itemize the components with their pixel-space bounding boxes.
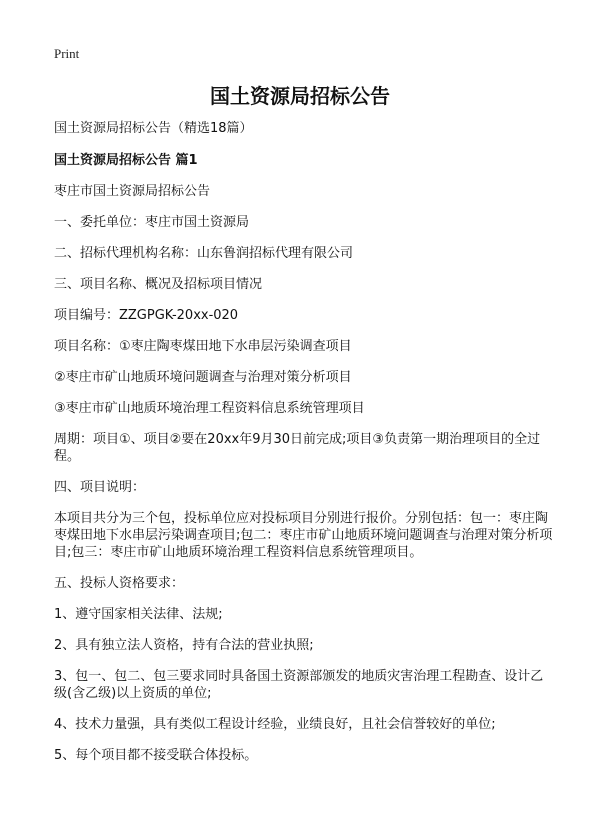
paragraph: 1、遵守国家相关法律、法规; [54,607,223,622]
document-body [54,120,554,778]
paragraph: ②枣庄市矿山地质环境问题调查与治理对策分析项目 [54,370,352,385]
paragraph: 5、每个项目都不接受联合体投标。 [54,748,258,763]
paragraph: 2、具有独立法人资格，持有合法的营业执照; [54,638,314,653]
paragraph: 一、委托单位：枣庄市国土资源局 [54,215,250,230]
paragraph: 周期：项目①、项目②要在20xx年9月30日前完成;项目③负责第一期治理项目的全过程。 [54,432,541,464]
paragraph-subtitle: 国土资源局招标公告（精选18篇） [54,121,253,136]
paragraph: 项目编号：ZZGPGK-20xx-020 [54,308,239,323]
paragraph: ③枣庄市矿山地质环境治理工程资料信息系统管理项目 [54,401,365,416]
paragraph: 本项目共分为三个包，投标单位应对投标项目分别进行报价。分别包括：包一：枣庄陶枣煤田地下水串层污染调查项目;包二：枣庄市矿山地质环境问题调查与治理对策分析项目;包三：枣庄市矿山地质环境治理工程资料信息系统管理项目。 [54,511,553,560]
print-link[interactable]: Print [54,46,80,61]
paragraph: 4、技术力量强，具有类似工程设计经验，业绩良好，且社会信誉较好的单位; [54,717,496,732]
paragraph: 二、招标代理机构名称：山东鲁润招标代理有限公司 [54,246,354,261]
paragraph: 枣庄市国土资源局招标公告 [54,184,211,199]
section-heading: 国土资源局招标公告 篇1 [54,153,198,168]
paragraph: 项目名称：①枣庄陶枣煤田地下水串层污染调查项目 [54,339,352,354]
document-title: 国土资源局招标公告 [210,84,390,108]
paragraph: 五、投标人资格要求： [54,576,185,591]
paragraph: 三、项目名称、概况及招标项目情况 [54,277,263,292]
paragraph: 四、项目说明： [54,480,146,495]
paragraph: 3、包一、包二、包三要求同时具备国土资源部颁发的地质灾害治理工程勘查、设计乙级(含乙级)以上资质的单位; [54,669,544,701]
